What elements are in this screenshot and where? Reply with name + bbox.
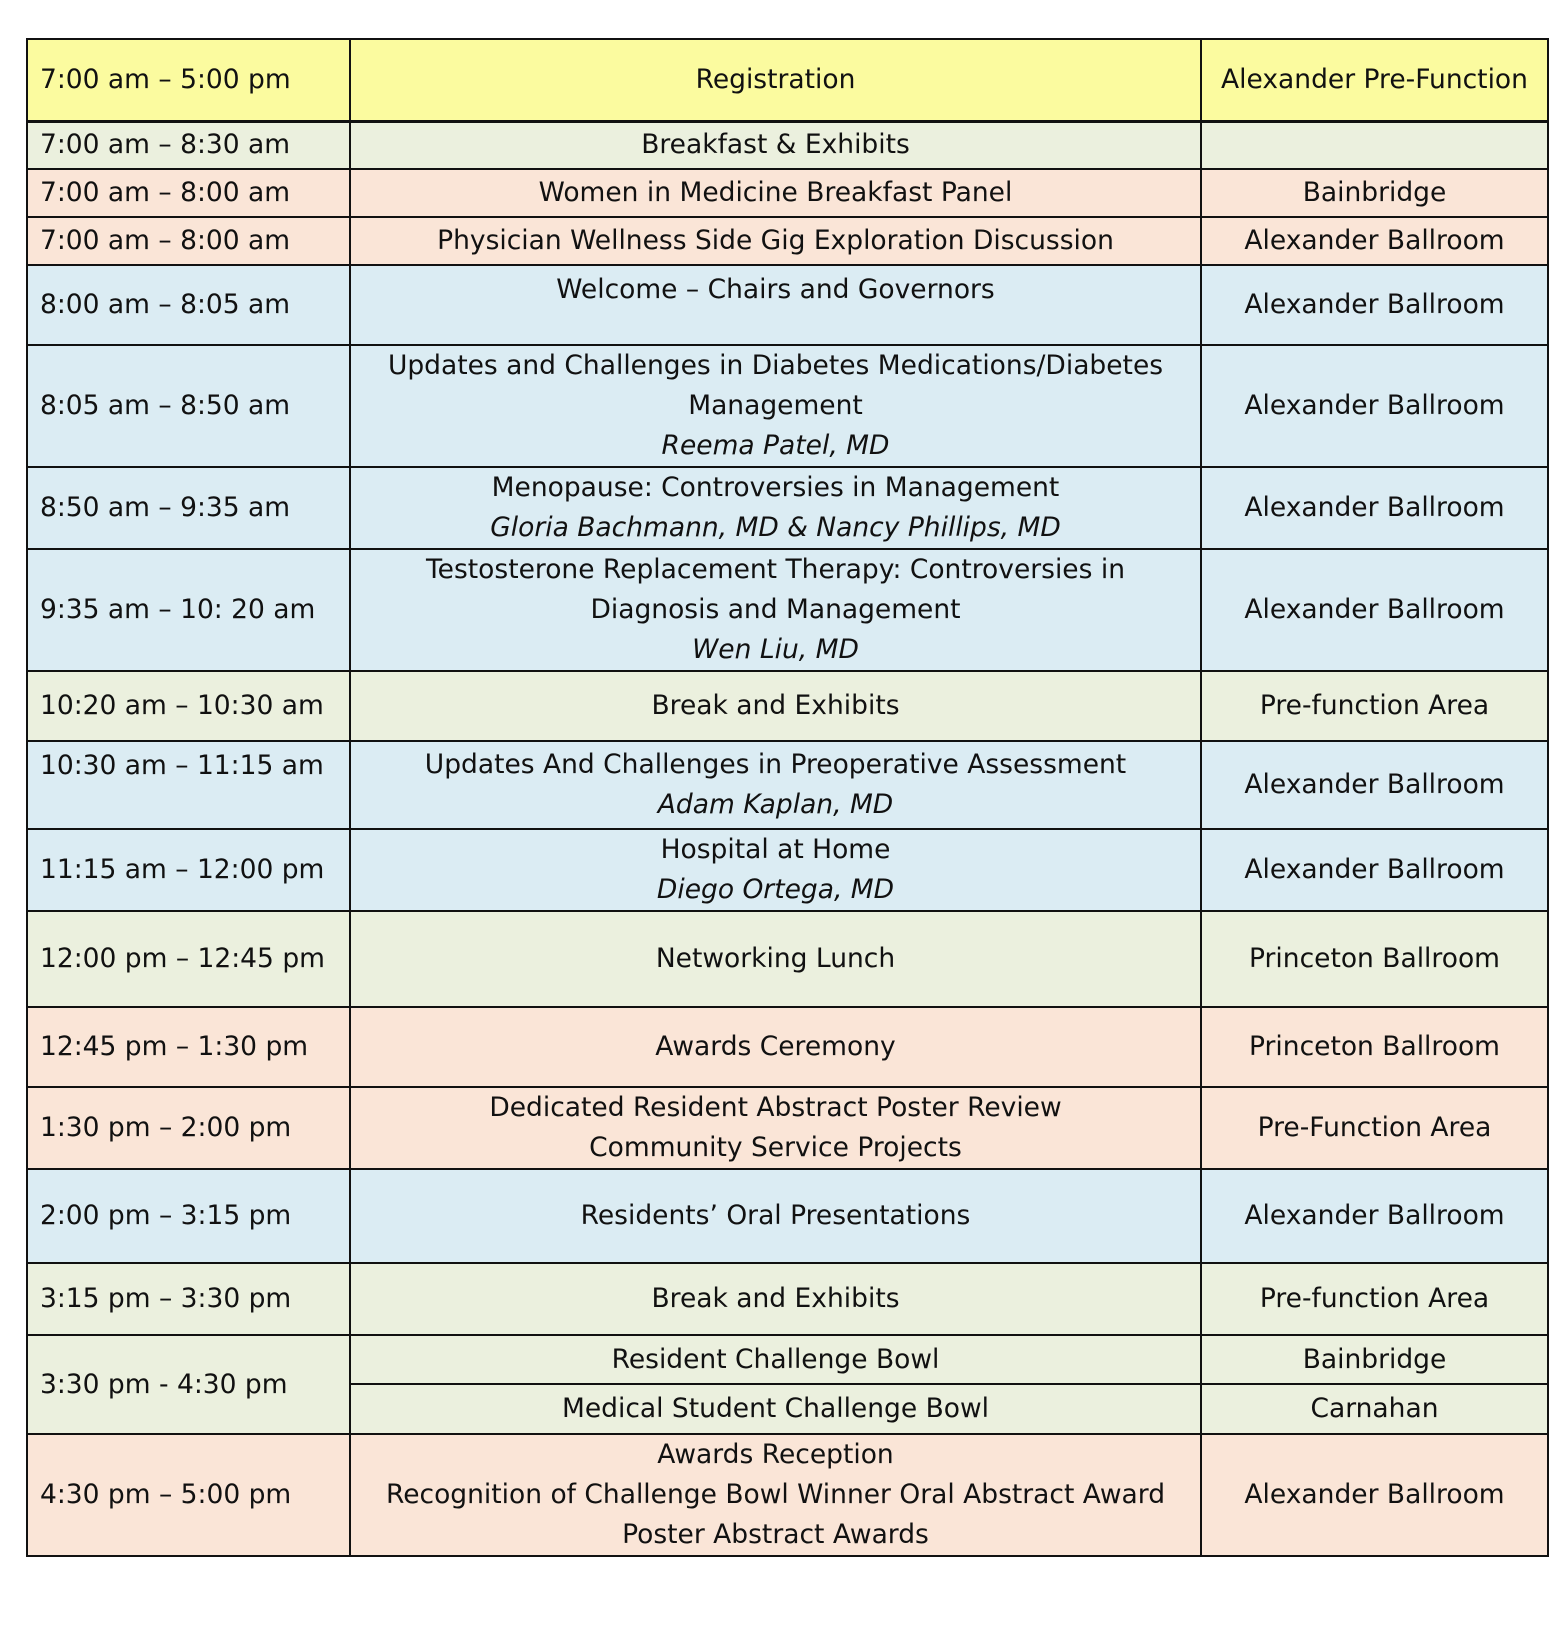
- row-session: Break and Exhibits: [350, 671, 1201, 741]
- row-location: Alexander Ballroom: [1201, 1169, 1548, 1263]
- row-session: [350, 1434, 1201, 1556]
- session-title-line: Management: [688, 390, 863, 421]
- speaker-name: Reema Patel, MD: [661, 430, 890, 461]
- row-session: Welcome – Chairs and Governors: [350, 265, 1201, 345]
- header-row: [27, 39, 1548, 121]
- row-session: [350, 549, 1201, 671]
- table-row: [27, 549, 1548, 671]
- row-time: 8:05 am – 8:50 am: [27, 345, 350, 467]
- row-time: 7:00 am – 8:00 am: [27, 169, 350, 217]
- row-location: Alexander Ballroom: [1201, 467, 1548, 549]
- table-row: [27, 741, 1548, 829]
- row-time: 7:00 am – 8:00 am: [27, 217, 350, 265]
- row-time: 10:30 am – 11:15 am: [27, 741, 350, 829]
- session-title-line: Awards Reception: [657, 1439, 894, 1470]
- row-location: Alexander Ballroom: [1201, 217, 1548, 265]
- session-title-line: Updates and Challenges in Diabetes Medications/Diabetes: [387, 350, 1164, 381]
- row-session: Medical Student Challenge Bowl: [350, 1384, 1201, 1434]
- table-row: [27, 1169, 1548, 1263]
- row-time: 12:00 pm – 12:45 pm: [27, 911, 350, 1007]
- row-session: [350, 345, 1201, 467]
- row-session: [350, 741, 1201, 829]
- table-row: [27, 1007, 1548, 1087]
- table-row: [27, 169, 1548, 217]
- header-time: 7:00 am – 5:00 pm: [27, 39, 350, 121]
- row-session: [350, 829, 1201, 911]
- row-location: Bainbridge: [1201, 1335, 1548, 1384]
- row-time: 8:50 am – 9:35 am: [27, 467, 350, 549]
- schedule-table: [26, 38, 1549, 1557]
- session-title-line: Dedicated Resident Abstract Poster Review: [489, 1092, 1062, 1123]
- table-row: [27, 1263, 1548, 1335]
- row-time: 1:30 pm – 2:00 pm: [27, 1087, 350, 1169]
- table-row: [27, 121, 1548, 169]
- row-location: Princeton Ballroom: [1201, 911, 1548, 1007]
- row-location: Pre-function Area: [1201, 671, 1548, 741]
- row-time: 4:30 pm – 5:00 pm: [27, 1434, 350, 1556]
- session-title-line: Updates And Challenges in Preoperative Assessment: [424, 749, 1127, 780]
- row-location: Alexander Ballroom: [1201, 549, 1548, 671]
- table-row: [27, 345, 1548, 467]
- session-title-line: Recognition of Challenge Bowl Winner Oral Abstract Award: [385, 1479, 1166, 1510]
- session-title-line: Menopause: Controversies in Management: [491, 472, 1060, 503]
- row-session: Resident Challenge Bowl: [350, 1335, 1201, 1384]
- table-row: [27, 217, 1548, 265]
- session-title-line: Testosterone Replacement Therapy: Controversies in: [425, 554, 1125, 585]
- row-location: Alexander Ballroom: [1201, 1434, 1548, 1556]
- table-row: [27, 671, 1548, 741]
- row-location: Bainbridge: [1201, 169, 1548, 217]
- speaker-name: Gloria Bachmann, MD & Nancy Phillips, MD: [490, 512, 1061, 543]
- session-title-line: Poster Abstract Awards: [622, 1519, 929, 1550]
- row-location: Alexander Ballroom: [1201, 265, 1548, 345]
- row-time: 12:45 pm – 1:30 pm: [27, 1007, 350, 1087]
- row-time: 9:35 am – 10: 20 am: [27, 549, 350, 671]
- row-session: [350, 1087, 1201, 1169]
- row-time: 10:20 am – 10:30 am: [27, 671, 350, 741]
- row-session: Awards Ceremony: [350, 1007, 1201, 1087]
- row-location: Carnahan: [1201, 1384, 1548, 1434]
- row-time: 3:30 pm - 4:30 pm: [27, 1335, 350, 1434]
- row-session: Physician Wellness Side Gig Exploration Discussion: [350, 217, 1201, 265]
- speaker-name: Adam Kaplan, MD: [657, 789, 894, 820]
- row-time: 2:00 pm – 3:15 pm: [27, 1169, 350, 1263]
- row-location: Alexander Ballroom: [1201, 829, 1548, 911]
- header-location: Alexander Pre-Function: [1201, 39, 1548, 121]
- table-row: [27, 829, 1548, 911]
- table-row: [27, 1087, 1548, 1169]
- row-session: Breakfast & Exhibits: [350, 121, 1201, 169]
- row-location: Alexander Ballroom: [1201, 741, 1548, 829]
- row-location: [1201, 121, 1548, 169]
- speaker-name: Diego Ortega, MD: [656, 874, 895, 905]
- row-session: Break and Exhibits: [350, 1263, 1201, 1335]
- row-time: 8:00 am – 8:05 am: [27, 265, 350, 345]
- session-title-line: Hospital at Home: [660, 834, 891, 865]
- row-session: Networking Lunch: [350, 911, 1201, 1007]
- row-session: [350, 467, 1201, 549]
- row-location: Pre-Function Area: [1201, 1087, 1548, 1169]
- table-row: [27, 467, 1548, 549]
- header-session: Registration: [350, 39, 1201, 121]
- row-location: Alexander Ballroom: [1201, 345, 1548, 467]
- row-time: 3:15 pm – 3:30 pm: [27, 1263, 350, 1335]
- row-session: Women in Medicine Breakfast Panel: [350, 169, 1201, 217]
- row-location: Pre-function Area: [1201, 1263, 1548, 1335]
- table-row: [27, 911, 1548, 1007]
- session-title-line: Community Service Projects: [589, 1132, 962, 1163]
- row-location: Princeton Ballroom: [1201, 1007, 1548, 1087]
- row-session: Residents’ Oral Presentations: [350, 1169, 1201, 1263]
- table-row: [27, 1335, 1548, 1384]
- speaker-name: Wen Liu, MD: [692, 634, 859, 665]
- table-row: [27, 265, 1548, 345]
- session-title-line: Diagnosis and Management: [590, 594, 961, 625]
- table-row: [27, 1434, 1548, 1556]
- row-time: 11:15 am – 12:00 pm: [27, 829, 350, 911]
- row-time: 7:00 am – 8:30 am: [27, 121, 350, 169]
